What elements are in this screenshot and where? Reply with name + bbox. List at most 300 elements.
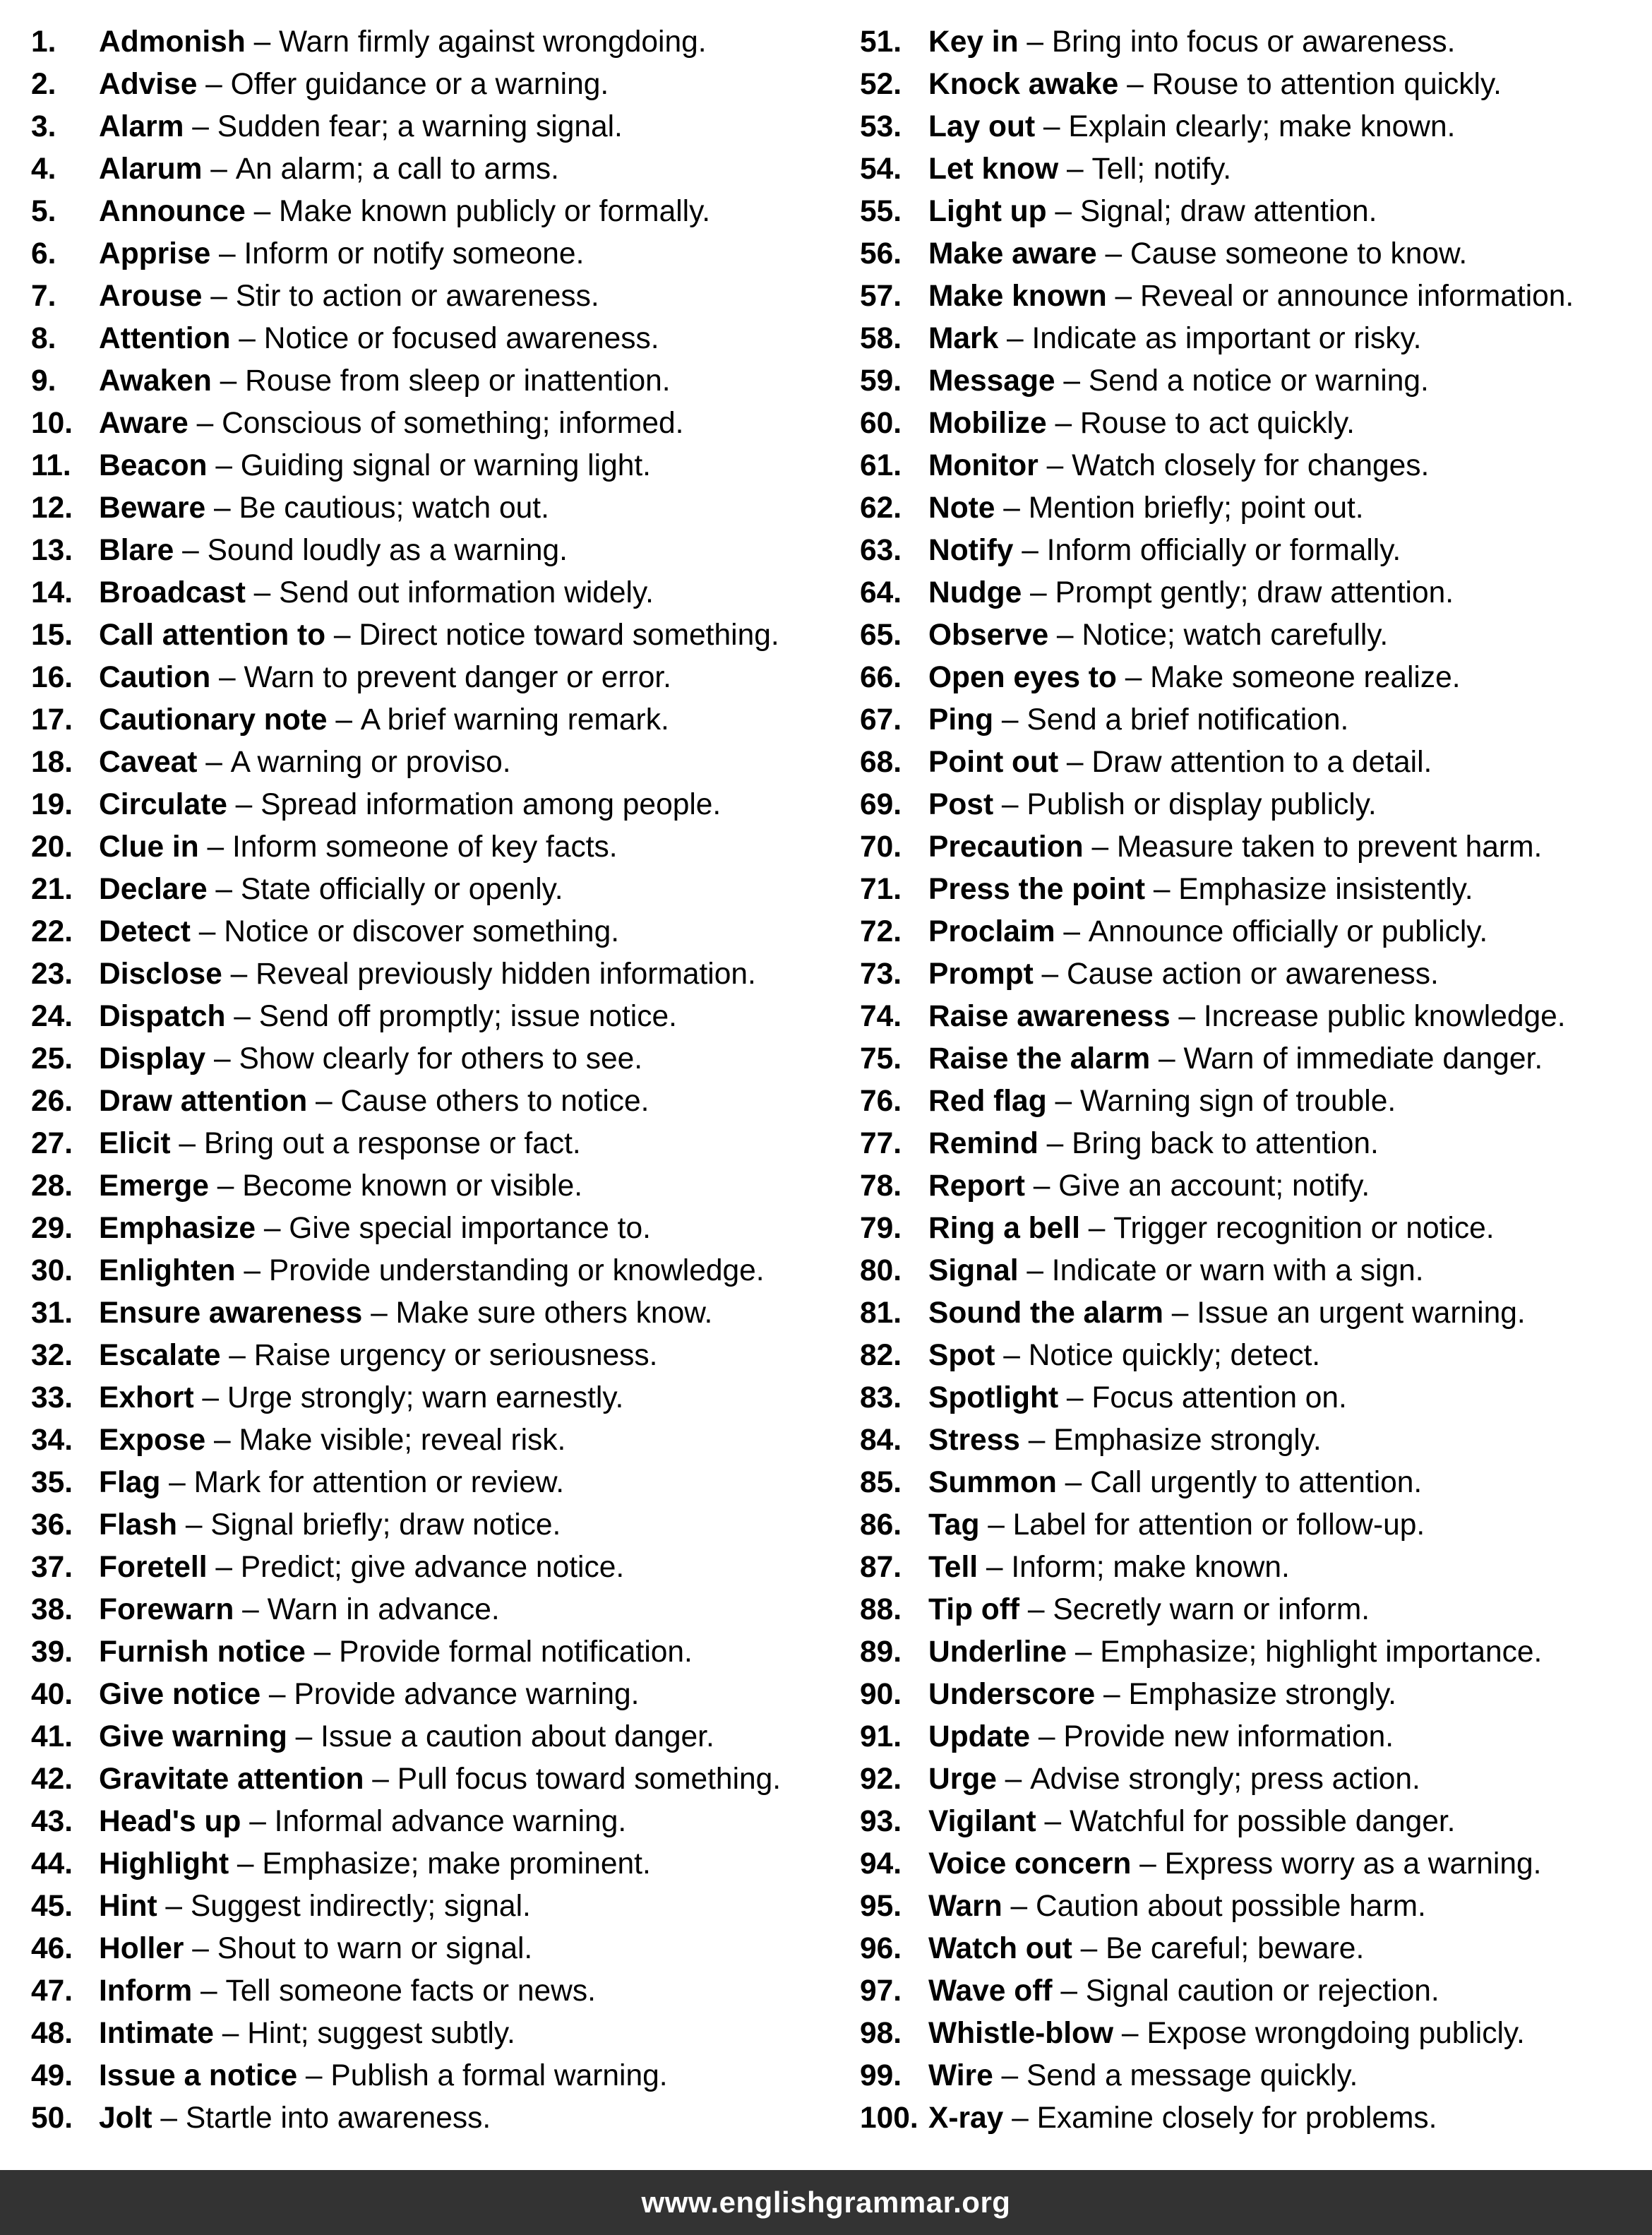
- entry-number: 38.: [31, 1593, 73, 1626]
- entry-definition: Explain clearly; make known.: [1068, 110, 1456, 143]
- word-entry: [31, 1716, 850, 1758]
- entry-separator: –: [1022, 576, 1055, 609]
- entry-term: Spot: [928, 1339, 995, 1372]
- word-entry: [860, 1123, 1644, 1165]
- entry-separator: –: [325, 619, 359, 652]
- word-entry: [860, 1928, 1644, 1970]
- entry-number: 19.: [31, 788, 73, 821]
- entry-separator: –: [160, 1466, 194, 1499]
- entry-number: 68.: [860, 746, 902, 779]
- entry-definition: Call urgently to attention.: [1090, 1466, 1423, 1499]
- entry-number: 67.: [860, 703, 902, 737]
- entry-term: Remind: [928, 1127, 1039, 1160]
- entry-number: 74.: [860, 1000, 902, 1033]
- entry-number: 39.: [31, 1635, 73, 1669]
- entry-definition: Send a message quickly.: [1026, 2059, 1358, 2092]
- word-entry: [31, 953, 850, 996]
- entry-number: 1.: [31, 25, 56, 59]
- entry-number: 69.: [860, 788, 902, 821]
- entry-separator: –: [184, 110, 217, 143]
- entry-definition: Become known or visible.: [242, 1169, 583, 1203]
- entry-definition: Inform someone of key facts.: [232, 830, 618, 864]
- entry-definition: Issue an urgent warning.: [1197, 1297, 1526, 1330]
- word-entry: [860, 996, 1644, 1038]
- entry-definition: Increase public knowledge.: [1203, 1000, 1566, 1033]
- word-entry: [31, 64, 850, 106]
- entry-term: Point out: [928, 746, 1059, 779]
- entry-definition: Signal; draw attention.: [1079, 195, 1377, 228]
- entry-definition: Provide formal notification.: [339, 1635, 693, 1669]
- entry-term: Foretell: [99, 1551, 208, 1584]
- entry-number: 40.: [31, 1678, 73, 1711]
- entry-separator: –: [184, 1932, 217, 1965]
- entry-number: 12.: [31, 491, 73, 525]
- entry-number: 6.: [31, 237, 56, 270]
- entry-term: Voice concern: [928, 1847, 1132, 1881]
- entry-separator: –: [261, 1678, 294, 1711]
- entry-separator: –: [1131, 1847, 1165, 1881]
- entry-term: Press the point: [928, 873, 1146, 906]
- word-entry: [31, 148, 850, 191]
- entry-definition: Notice or focused awareness.: [263, 322, 659, 355]
- word-entry: [31, 1292, 850, 1335]
- entry-definition: Notice quickly; detect.: [1028, 1339, 1321, 1372]
- entry-separator: –: [995, 1339, 1029, 1372]
- entry-term: Exhort: [99, 1381, 194, 1414]
- word-entry: [860, 826, 1644, 869]
- entry-separator: –: [193, 1381, 227, 1414]
- entry-number: 86.: [860, 1508, 902, 1542]
- word-entry: [31, 826, 850, 869]
- word-entry: [860, 106, 1644, 148]
- word-entry: [860, 2013, 1644, 2055]
- entry-number: 55.: [860, 195, 902, 228]
- entry-number: 82.: [860, 1339, 902, 1372]
- entry-separator: –: [993, 703, 1027, 737]
- entry-separator: –: [1018, 1254, 1052, 1287]
- word-entry: [860, 233, 1644, 275]
- entry-term: Warn: [928, 1890, 1002, 1923]
- entry-definition: Rouse to act quickly.: [1079, 407, 1355, 440]
- entry-separator: –: [1058, 153, 1092, 186]
- entry-definition: Signal caution or rejection.: [1085, 1974, 1439, 2008]
- word-entry: [860, 1419, 1644, 1462]
- entry-separator: –: [152, 2102, 186, 2135]
- entry-term: Signal: [928, 1254, 1019, 1287]
- footer-url[interactable]: www.englishgrammar.org: [641, 2186, 1011, 2219]
- entry-separator: –: [207, 1551, 241, 1584]
- word-entry: [31, 1419, 850, 1462]
- entry-separator: –: [1116, 661, 1151, 694]
- entry-separator: –: [978, 1551, 1012, 1584]
- entry-separator: –: [995, 491, 1029, 525]
- entry-separator: –: [192, 1974, 226, 2008]
- entry-term: Elicit: [99, 1127, 171, 1160]
- word-entry: [860, 21, 1644, 64]
- entry-term: Escalate: [99, 1339, 221, 1372]
- word-entry: [31, 403, 850, 445]
- entry-term: Ping: [928, 703, 994, 737]
- entry-term: Expose: [99, 1424, 206, 1457]
- word-entry: [860, 1674, 1644, 1716]
- entry-term: Draw attention: [99, 1085, 308, 1118]
- word-entry: [860, 1377, 1644, 1419]
- entry-number: 52.: [860, 68, 902, 101]
- entry-number: 33.: [31, 1381, 73, 1414]
- word-entry: [860, 1462, 1644, 1504]
- entry-number: 83.: [860, 1381, 902, 1414]
- entry-number: 4.: [31, 153, 56, 186]
- entry-term: Apprise: [99, 237, 211, 270]
- entry-separator: –: [208, 1169, 243, 1203]
- entry-separator: –: [1083, 830, 1117, 864]
- word-entry: [860, 1758, 1644, 1801]
- entry-definition: Mention briefly; point out.: [1028, 491, 1364, 525]
- entry-definition: Provide new information.: [1063, 1720, 1394, 1753]
- entry-separator: –: [205, 1042, 239, 1075]
- entry-term: Inform: [99, 1974, 193, 2008]
- entry-number: 13.: [31, 534, 73, 567]
- entry-number: 47.: [31, 1974, 73, 2008]
- entry-definition: Send a notice or warning.: [1088, 364, 1429, 398]
- word-entry: [860, 530, 1644, 572]
- entry-term: Hint: [99, 1890, 157, 1923]
- entry-separator: –: [220, 1339, 254, 1372]
- word-entry: [860, 1546, 1644, 1589]
- entry-number: 96.: [860, 1932, 902, 1965]
- word-entry: [31, 1843, 850, 1885]
- entry-term: Tell: [928, 1551, 978, 1584]
- entry-term: Give warning: [99, 1720, 287, 1753]
- entry-term: Ring a bell: [928, 1212, 1080, 1245]
- entry-definition: Watchful for possible danger.: [1069, 1805, 1456, 1838]
- entry-term: Stress: [928, 1424, 1020, 1457]
- entry-separator: –: [1170, 1000, 1204, 1033]
- entry-number: 36.: [31, 1508, 73, 1542]
- entry-definition: Emphasize; highlight importance.: [1100, 1635, 1543, 1669]
- entry-number: 60.: [860, 407, 902, 440]
- entry-number: 73.: [860, 958, 902, 991]
- entry-definition: Publish a formal warning.: [330, 2059, 668, 2092]
- word-entry: [31, 1208, 850, 1250]
- entry-separator: –: [287, 1720, 321, 1753]
- entry-definition: Bring back to attention.: [1072, 1127, 1379, 1160]
- entry-term: Knock awake: [928, 68, 1119, 101]
- word-entry: [860, 1165, 1644, 1208]
- entry-definition: Focus attention on.: [1091, 1381, 1347, 1414]
- entry-definition: Announce officially or publicly.: [1088, 915, 1488, 948]
- entry-separator: –: [170, 1127, 204, 1160]
- entry-separator: –: [229, 1847, 263, 1881]
- word-entry: [860, 911, 1644, 953]
- entry-separator: –: [1058, 1381, 1092, 1414]
- entry-number: 43.: [31, 1805, 73, 1838]
- entry-term: Key in: [928, 25, 1019, 59]
- entry-number: 59.: [860, 364, 902, 398]
- entry-definition: Spread information among people.: [261, 788, 722, 821]
- entry-definition: Express worry as a warning.: [1164, 1847, 1542, 1881]
- entry-definition: Shout to warn or signal.: [217, 1932, 533, 1965]
- entry-number: 70.: [860, 830, 902, 864]
- entry-term: Lay out: [928, 110, 1036, 143]
- entry-term: Message: [928, 364, 1055, 398]
- entry-separator: –: [1145, 873, 1179, 906]
- entry-term: Furnish notice: [99, 1635, 306, 1669]
- entry-separator: –: [1030, 1720, 1064, 1753]
- word-entry: [31, 1504, 850, 1546]
- entry-definition: Warning sign of trouble.: [1079, 1085, 1396, 1118]
- entry-definition: Raise urgency or seriousness.: [253, 1339, 658, 1372]
- entry-term: Beware: [99, 491, 206, 525]
- entry-separator: –: [205, 491, 239, 525]
- entry-definition: Be cautious; watch out.: [239, 491, 549, 525]
- entry-term: Emerge: [99, 1169, 209, 1203]
- word-entry: [860, 445, 1644, 487]
- entry-term: Prompt: [928, 958, 1034, 991]
- word-entry: [31, 1377, 850, 1419]
- entry-number: 50.: [31, 2102, 73, 2135]
- entry-definition: Cause someone to know.: [1130, 237, 1468, 270]
- word-entry: [860, 487, 1644, 530]
- entry-term: Enlighten: [99, 1254, 236, 1287]
- entry-term: Give notice: [99, 1678, 261, 1711]
- word-entry: [860, 1250, 1644, 1292]
- entry-definition: Warn of immediate danger.: [1183, 1042, 1543, 1075]
- entry-definition: A brief warning remark.: [360, 703, 669, 737]
- entry-number: 8.: [31, 322, 56, 355]
- entry-term: Note: [928, 491, 995, 525]
- entry-number: 64.: [860, 576, 902, 609]
- entry-definition: Informal advance warning.: [274, 1805, 627, 1838]
- entry-definition: Notice or discover something.: [224, 915, 620, 948]
- entry-separator: –: [1118, 68, 1152, 101]
- entry-definition: Label for attention or follow-up.: [1012, 1508, 1425, 1542]
- entry-number: 26.: [31, 1085, 73, 1118]
- entry-number: 18.: [31, 746, 73, 779]
- entry-separator: –: [210, 661, 244, 694]
- entry-separator: –: [174, 534, 208, 567]
- entry-number: 23.: [31, 958, 73, 991]
- entry-definition: Mark for attention or review.: [193, 1466, 565, 1499]
- entry-term: Attention: [99, 322, 231, 355]
- entry-number: 35.: [31, 1466, 73, 1499]
- word-entry: [31, 572, 850, 614]
- entry-separator: –: [1018, 25, 1052, 59]
- entry-term: Emphasize: [99, 1212, 256, 1245]
- entry-number: 21.: [31, 873, 73, 906]
- word-entry: [31, 911, 850, 953]
- entry-definition: A warning or proviso.: [230, 746, 511, 779]
- word-entry: [31, 1250, 850, 1292]
- entry-definition: Emphasize insistently.: [1178, 873, 1473, 906]
- entry-number: 89.: [860, 1635, 902, 1669]
- word-entry: [31, 445, 850, 487]
- entry-definition: Inform officially or formally.: [1046, 534, 1401, 567]
- entry-definition: Emphasize strongly.: [1128, 1678, 1396, 1711]
- word-entry: [860, 1843, 1644, 1885]
- entry-term: Vigilant: [928, 1805, 1036, 1838]
- entry-term: Forewarn: [99, 1593, 234, 1626]
- entry-separator: –: [993, 788, 1027, 821]
- word-entry: [31, 784, 850, 826]
- entry-separator: –: [205, 1424, 239, 1457]
- entry-separator: –: [1163, 1297, 1197, 1330]
- entry-term: Jolt: [99, 2102, 152, 2135]
- word-entry: [31, 1462, 850, 1504]
- entry-number: 20.: [31, 830, 73, 864]
- entry-definition: Send off promptly; issue notice.: [258, 1000, 677, 1033]
- entry-number: 57.: [860, 280, 902, 313]
- entry-number: 53.: [860, 110, 902, 143]
- entry-definition: Warn to prevent danger or error.: [244, 661, 671, 694]
- entry-number: 84.: [860, 1424, 902, 1457]
- entry-term: Underline: [928, 1635, 1067, 1669]
- entry-term: Dispatch: [99, 1000, 226, 1033]
- word-entry: [31, 2013, 850, 2055]
- entry-number: 78.: [860, 1169, 902, 1203]
- entry-definition: Reveal previously hidden information.: [256, 958, 756, 991]
- word-entry: [31, 699, 850, 741]
- entry-term: Caution: [99, 661, 211, 694]
- entry-number: 44.: [31, 1847, 73, 1881]
- word-entry: [860, 1504, 1644, 1546]
- entry-separator: –: [1106, 280, 1140, 313]
- entry-number: 98.: [860, 2017, 902, 2050]
- entry-term: Raise awareness: [928, 1000, 1171, 1033]
- left-word-list: [31, 21, 850, 2140]
- entry-definition: Make known publicly or formally.: [279, 195, 711, 228]
- entry-definition: Predict; give advance notice.: [240, 1551, 625, 1584]
- word-entry: [860, 572, 1644, 614]
- entry-term: Gravitate attention: [99, 1763, 364, 1796]
- entry-definition: Sudden fear; a warning signal.: [217, 110, 623, 143]
- entry-definition: Warn in advance.: [267, 1593, 500, 1626]
- entry-term: Display: [99, 1042, 206, 1075]
- entry-number: 32.: [31, 1339, 73, 1372]
- entry-definition: Indicate or warn with a sign.: [1051, 1254, 1424, 1287]
- entry-term: Highlight: [99, 1847, 229, 1881]
- entry-term: Circulate: [99, 788, 227, 821]
- entry-definition: Expose wrongdoing publicly.: [1147, 2017, 1525, 2050]
- entry-term: Mark: [928, 322, 999, 355]
- word-entry: [31, 21, 850, 64]
- word-entry: [31, 275, 850, 318]
- word-entry: [860, 699, 1644, 741]
- entry-number: 66.: [860, 661, 902, 694]
- entry-separator: –: [213, 2017, 248, 2050]
- entry-definition: State officially or openly.: [240, 873, 563, 906]
- entry-number: 45.: [31, 1890, 73, 1923]
- entry-definition: Publish or display publicly.: [1026, 788, 1377, 821]
- entry-separator: –: [1038, 449, 1072, 482]
- word-entry: [31, 1970, 850, 2013]
- word-entry: [31, 191, 850, 233]
- word-entry: [860, 2097, 1644, 2140]
- entry-term: Update: [928, 1720, 1031, 1753]
- entry-number: 3.: [31, 110, 56, 143]
- entry-definition: Trigger recognition or notice.: [1113, 1212, 1495, 1245]
- entry-separator: –: [177, 1508, 211, 1542]
- entry-number: 27.: [31, 1127, 73, 1160]
- word-entry: [860, 953, 1644, 996]
- entry-number: 100.: [860, 2102, 918, 2135]
- entry-definition: Offer guidance or a warning.: [230, 68, 609, 101]
- entry-definition: Tell; notify.: [1091, 153, 1232, 186]
- entry-number: 42.: [31, 1763, 73, 1796]
- entry-definition: Sound loudly as a warning.: [207, 534, 568, 567]
- entry-separator: –: [1055, 915, 1089, 948]
- entry-number: 62.: [860, 491, 902, 525]
- entry-separator: –: [364, 1763, 397, 1796]
- entry-number: 31.: [31, 1297, 73, 1330]
- word-entry: [31, 2097, 850, 2140]
- entry-number: 88.: [860, 1593, 902, 1626]
- entry-definition: Prompt gently; draw attention.: [1055, 576, 1454, 609]
- entry-separator: –: [297, 2059, 331, 2092]
- entry-number: 48.: [31, 2017, 73, 2050]
- word-entry: [31, 1928, 850, 1970]
- entry-definition: Warn firmly against wrongdoing.: [279, 25, 707, 59]
- entry-term: Summon: [928, 1466, 1057, 1499]
- entry-number: 17.: [31, 703, 73, 737]
- entry-definition: Reveal or announce information.: [1139, 280, 1574, 313]
- entry-definition: Examine closely for problems.: [1036, 2102, 1437, 2135]
- entry-term: Precaution: [928, 830, 1084, 864]
- entry-definition: Cause others to notice.: [340, 1085, 650, 1118]
- entry-separator: –: [1024, 1169, 1059, 1203]
- entry-separator: –: [197, 68, 231, 101]
- word-entry: [31, 741, 850, 784]
- entry-number: 94.: [860, 1847, 902, 1881]
- word-entry: [31, 1631, 850, 1674]
- entry-number: 61.: [860, 449, 902, 482]
- entry-definition: Guiding signal or warning light.: [240, 449, 651, 482]
- entry-number: 71.: [860, 873, 902, 906]
- entry-definition: Hint; suggest subtly.: [247, 2017, 515, 2050]
- word-entry: [31, 487, 850, 530]
- entry-definition: Be careful; beware.: [1106, 1932, 1365, 1965]
- entry-definition: Give an account; notify.: [1058, 1169, 1370, 1203]
- word-entry: [860, 1208, 1644, 1250]
- entry-number: 7.: [31, 280, 56, 313]
- entry-separator: –: [202, 280, 236, 313]
- entry-separator: –: [225, 1000, 259, 1033]
- entry-definition: Rouse to attention quickly.: [1151, 68, 1502, 101]
- entry-number: 30.: [31, 1254, 73, 1287]
- entry-number: 22.: [31, 915, 73, 948]
- entry-definition: An alarm; a call to arms.: [235, 153, 559, 186]
- entry-definition: Send out information widely.: [279, 576, 654, 609]
- word-entry: [860, 191, 1644, 233]
- entry-term: Detect: [99, 915, 191, 948]
- entry-separator: –: [1095, 1678, 1129, 1711]
- entry-separator: –: [998, 322, 1032, 355]
- entry-term: Watch out: [928, 1932, 1072, 1965]
- entry-separator: –: [1058, 746, 1092, 779]
- word-entry: [860, 657, 1644, 699]
- word-entry: [31, 106, 850, 148]
- word-entry: [31, 1589, 850, 1631]
- entry-term: Tag: [928, 1508, 980, 1542]
- entry-definition: Inform; make known.: [1011, 1551, 1290, 1584]
- word-entry: [860, 1335, 1644, 1377]
- entry-number: 65.: [860, 619, 902, 652]
- entry-term: Make known: [928, 280, 1107, 313]
- word-entry: [860, 869, 1644, 911]
- entry-number: 76.: [860, 1085, 902, 1118]
- entry-separator: –: [241, 1805, 275, 1838]
- entry-definition: Caution about possible harm.: [1035, 1890, 1426, 1923]
